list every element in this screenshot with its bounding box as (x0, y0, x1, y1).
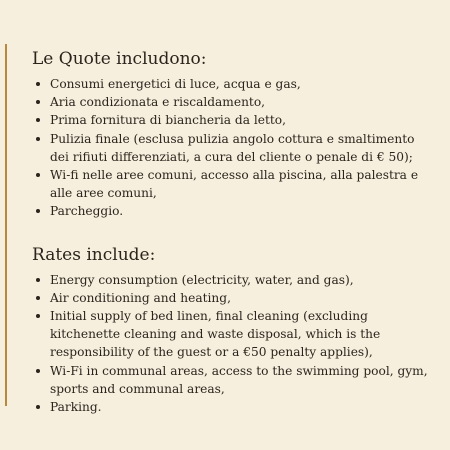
list-item-text: Parcheggio. (50, 204, 124, 219)
list-item-text: Parking. (50, 400, 102, 415)
bullet-icon (36, 173, 40, 177)
list-item-text: Prima fornitura di biancheria da letto, (50, 113, 286, 128)
section-title-english: Rates include: (32, 244, 156, 265)
list-item (32, 166, 432, 202)
list-item-text: Consumi energetici di luce, acqua e gas, (50, 77, 301, 91)
list-item (32, 111, 432, 129)
list-item (32, 307, 432, 362)
bullet-icon (36, 314, 40, 318)
list-item (32, 130, 432, 166)
list-item (32, 362, 432, 398)
section-spacer (32, 221, 432, 244)
bullet-icon (36, 369, 40, 373)
list-item-text: Aria condizionata e riscaldamento, (50, 95, 266, 110)
english-inclusions-list (32, 271, 432, 417)
bullet-icon (36, 82, 40, 86)
bullet-icon (36, 209, 40, 213)
list-item-text: Energy consumption (electricity, water, and gas), (50, 272, 354, 287)
list-item (32, 93, 432, 111)
list-item (32, 271, 432, 289)
bullet-icon (36, 405, 40, 409)
rates-document (32, 48, 432, 416)
list-item-text: Wi-Fi in communal areas, access to the swimming pool, gym, sports and communal areas, (50, 363, 428, 396)
bullet-icon (36, 118, 40, 122)
list-item-text: Air conditioning and heating, (50, 290, 231, 305)
list-item (32, 202, 432, 220)
bullet-icon (36, 278, 40, 282)
list-item-text: Initial supply of bed linen, final cleaning (excluding kitchenette cleaning and waste disposal, which is the responsibility of the guest or a €50 penalty applies), (50, 309, 381, 360)
list-item (32, 289, 432, 307)
list-item-text: Wi-fi nelle aree comuni, accesso alla piscina, alla palestra e alle aree comuni, (50, 168, 419, 201)
italian-inclusions-list (32, 75, 432, 221)
list-item (32, 398, 432, 416)
list-item-text: Pulizia finale (esclusa pulizia angolo cottura e smaltimento dei rifiuti differenziati, a cura del cliente o penale di € 50); (50, 131, 415, 164)
section-title-italian: Le Quote includono: (32, 49, 207, 69)
accent-bar (5, 44, 7, 406)
list-item (32, 75, 432, 93)
bullet-icon (36, 296, 40, 300)
bullet-icon (36, 100, 40, 104)
bullet-icon (36, 137, 40, 141)
